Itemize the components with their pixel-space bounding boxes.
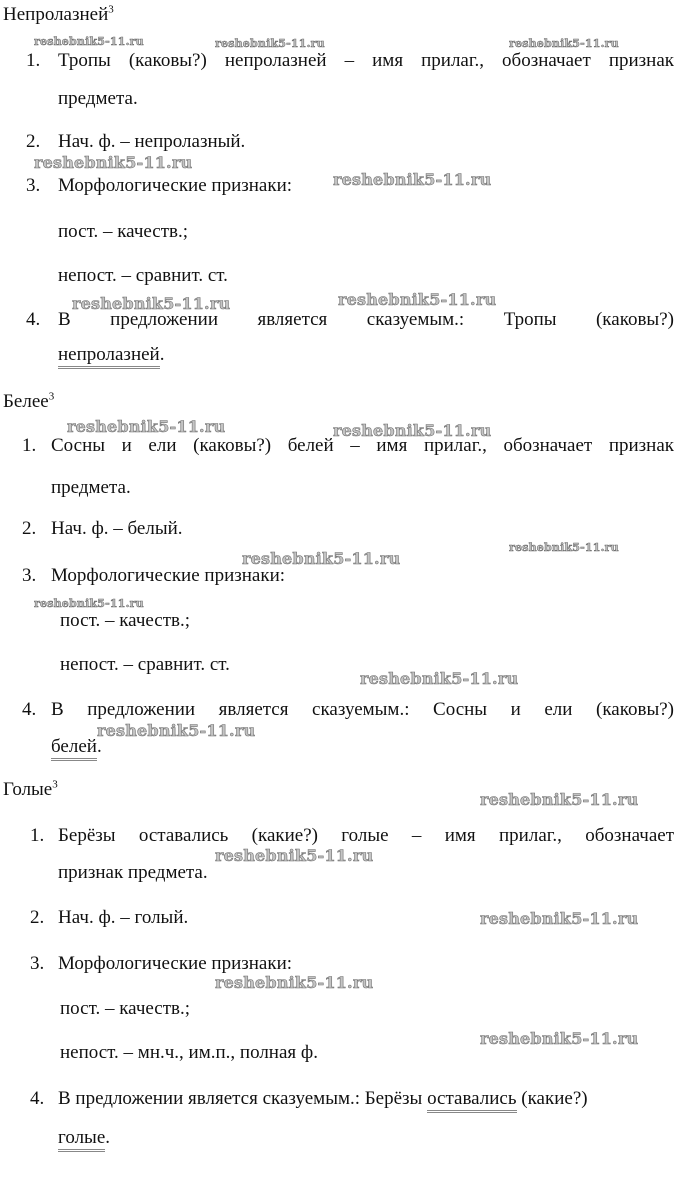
item3-text: Морфологические признаки: [51, 565, 286, 586]
watermark-text: reshebnik5-11.ru [67, 417, 226, 436]
watermark-text: reshebnik5-11.ru [72, 294, 231, 313]
watermark-text: reshebnik5-11.ru [333, 421, 492, 440]
item-number: 1. [22, 435, 37, 456]
item-number: 4. [30, 1088, 45, 1109]
watermark-text: reshebnik5-11.ru [215, 37, 325, 50]
item4-lead: В предложении является сказуемым.: Берёзы [58, 1088, 423, 1109]
footnote-marker: 3 [48, 390, 55, 403]
item2-text: Нач. ф. – белый. [51, 518, 183, 539]
post-features: пост. – качеств.; [60, 998, 191, 1019]
nepost-features: непост. – мн.ч., им.п., полная ф. [60, 1042, 318, 1063]
item-number: 3. [22, 565, 37, 586]
section-title-text: Голые [3, 779, 53, 800]
item-number: 2. [22, 518, 37, 539]
item4-continuation [51, 736, 102, 758]
punctuation: . [105, 1127, 110, 1148]
item-number: 3. [30, 953, 45, 974]
word: Тропы [503, 309, 557, 330]
section-title-text: Непролазней [3, 4, 109, 25]
item3-text: Морфологические признаки: [58, 175, 293, 196]
section-title-neprolaznei [3, 4, 114, 26]
watermark-text: reshebnik5-11.ru [97, 721, 256, 740]
item-number: 2. [26, 131, 41, 152]
word: В [58, 309, 71, 330]
item-number: 3. [26, 175, 41, 196]
nepost-features: непост. – сравнит. ст. [58, 265, 228, 286]
watermark-text: reshebnik5-11.ru [338, 290, 497, 309]
watermark-text: reshebnik5-11.ru [34, 153, 193, 172]
word: сказуемым.: [366, 309, 465, 330]
item3-text: Морфологические признаки: [58, 953, 293, 974]
watermark-text: reshebnik5-11.ru [242, 549, 401, 568]
item-number: 4. [22, 699, 37, 720]
watermark-text: reshebnik5-11.ru [360, 669, 519, 688]
post-features: пост. – качеств.; [58, 221, 189, 242]
item-number: 4. [26, 309, 41, 330]
footnote-marker: 3 [108, 3, 114, 16]
word: (каковы?) [595, 309, 674, 330]
post-features: пост. – качеств.; [60, 610, 191, 631]
watermark-text: reshebnik5-11.ru [215, 846, 374, 865]
item2-text: Нач. ф. – непролазный. [58, 131, 246, 152]
question: (какие?) [521, 1088, 588, 1109]
watermark-text: reshebnik5-11.ru [34, 597, 144, 610]
item1-continuation: предмета. [58, 88, 138, 109]
underlined-predicate: голые [58, 1127, 105, 1152]
item1-text: Сосны и ели (каковы?) белей – имя прилаг., обозначает признак [51, 435, 674, 456]
item1-text: Тропы (каковы?) непролазней – имя прилаг., обозначает признак [58, 50, 674, 71]
watermark-text: reshebnik5-11.ru [480, 909, 639, 928]
watermark-text: reshebnik5-11.ru [509, 541, 619, 554]
watermark-text: reshebnik5-11.ru [480, 1029, 639, 1048]
item4-continuation [58, 344, 164, 366]
watermark-text: reshebnik5-11.ru [480, 790, 639, 809]
word: предложении [110, 309, 218, 330]
underlined-predicate: оставались [427, 1088, 516, 1113]
item2-text: Нач. ф. – голый. [58, 907, 189, 928]
item4-text: В предложении является сказуемым.: Сосны и ели (каковы?) [51, 699, 674, 720]
watermark-text: reshebnik5-11.ru [34, 35, 144, 48]
punctuation: . [96, 736, 102, 757]
section-title-belee [3, 391, 54, 413]
watermark-text: reshebnik5-11.ru [509, 37, 619, 50]
nepost-features: непост. – сравнит. ст. [60, 654, 230, 675]
item1-continuation: признак предмета. [58, 862, 208, 883]
punctuation: . [159, 344, 165, 365]
item1-continuation: предмета. [51, 477, 131, 498]
item-number: 1. [26, 50, 41, 71]
item4-continuation [58, 1127, 110, 1149]
item-number: 2. [30, 907, 45, 928]
underlined-predicate: белей [51, 736, 97, 761]
word: является [257, 309, 328, 330]
section-title-text: Белее [3, 391, 49, 412]
item1-text: Берёзы оставались (какие?) голые – имя прилаг., обозначает [58, 825, 674, 846]
watermark-text: reshebnik5-11.ru [333, 170, 492, 189]
item-number: 1. [30, 825, 45, 846]
item4-text [58, 1088, 588, 1110]
underlined-predicate: непролазней [58, 344, 160, 369]
section-title-golye [3, 779, 58, 801]
footnote-marker: 3 [52, 778, 58, 791]
watermark-text: reshebnik5-11.ru [215, 973, 374, 992]
